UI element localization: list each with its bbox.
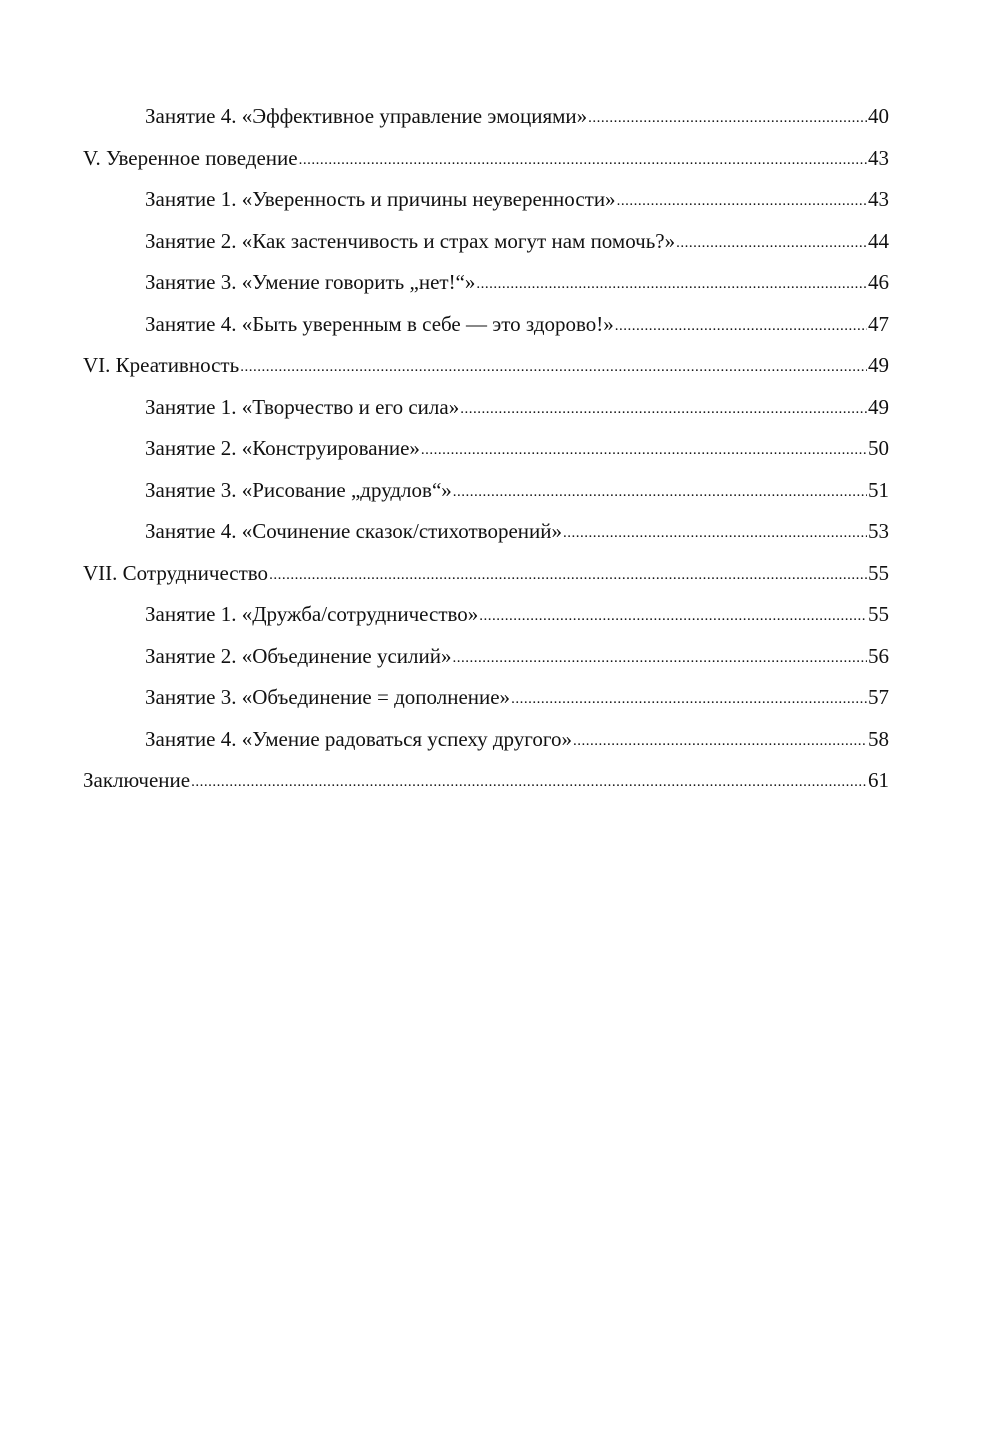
toc-dot-leader (453, 635, 868, 680)
toc-entry (83, 96, 889, 138)
toc-entry-title: Занятие 2. «Объединение усилий» (145, 643, 452, 668)
toc-entry-page: 49 (868, 394, 889, 419)
toc-entry-page: 58 (868, 726, 889, 751)
toc-entry (83, 262, 889, 304)
toc-entry-title: Занятие 4. «Сочинение сказок/стихотворений» (145, 519, 562, 543)
toc-entry-title: Занятие 4. «Быть уверенным в себе — это здорово!» (145, 311, 614, 336)
toc-entry (83, 677, 889, 719)
toc-dot-leader (563, 510, 867, 555)
toc-entry-page: 53 (868, 519, 889, 543)
toc-dot-leader (421, 427, 867, 472)
toc-entry-title: Занятие 2. «Как застенчивость и страх могут нам помочь?» (145, 228, 676, 253)
toc-dot-leader (240, 344, 867, 389)
toc-entry (83, 470, 889, 512)
toc-dot-leader (453, 469, 867, 514)
toc-entry (83, 594, 889, 636)
toc-entry-page: 43 (868, 187, 889, 211)
toc-dot-leader (588, 95, 867, 140)
toc-dot-leader (299, 137, 867, 182)
toc-entry-title: Занятие 3. «Рисование „друдлов“» (145, 477, 452, 502)
toc-dot-leader (191, 759, 867, 804)
toc-entry (83, 511, 889, 553)
toc-entry-title: Занятие 1. «Уверенность и причины неуверенности» (145, 187, 616, 211)
toc-dot-leader (460, 386, 867, 431)
toc-entry-page: 55 (868, 602, 889, 626)
toc-entry (83, 345, 889, 387)
toc-entry (83, 760, 889, 802)
toc-entry-page: 57 (868, 685, 889, 709)
toc-entry (83, 719, 889, 761)
toc-entry (83, 221, 889, 263)
toc-entry-title: Занятие 4. «Умение радоваться успеху другого» (145, 726, 572, 751)
toc-entry (83, 138, 889, 180)
toc-entry-page: 43 (868, 145, 889, 170)
toc-dot-leader (511, 676, 867, 721)
toc-entry-page: 55 (868, 560, 889, 585)
toc-dot-leader (476, 261, 867, 306)
toc-entry (83, 636, 889, 678)
toc-entry (83, 304, 889, 346)
toc-dot-leader (615, 303, 867, 348)
toc-dot-leader (479, 593, 867, 638)
toc-entry-title: V. Уверенное поведение (83, 145, 298, 170)
toc-entry-page: 56 (868, 643, 889, 668)
toc-entry (83, 428, 889, 470)
toc-entry-title: Занятие 3. «Умение говорить „нет!“» (145, 270, 476, 294)
toc-dot-leader (676, 220, 867, 265)
toc-entry-page: 49 (868, 353, 889, 377)
table-of-contents (83, 96, 889, 802)
toc-entry-page: 50 (868, 436, 889, 460)
toc-dot-leader (573, 718, 867, 763)
toc-entry-title: Занятие 1. «Творчество и его сила» (145, 394, 460, 419)
toc-entry-title: Занятие 2. «Конструирование» (145, 436, 420, 460)
toc-entry-title: Занятие 1. «Дружба/сотрудничество» (145, 602, 479, 626)
toc-dot-leader (617, 178, 867, 223)
toc-entry-page: 51 (868, 477, 889, 502)
toc-entry-page: 44 (868, 228, 889, 253)
toc-entry-title: Занятие 3. «Объединение = дополнение» (145, 685, 511, 709)
toc-dot-leader (269, 552, 867, 597)
toc-entry-page: 46 (868, 270, 889, 294)
toc-entry-title: VII. Сотрудничество (83, 560, 269, 585)
toc-entry-page: 47 (868, 311, 889, 336)
toc-entry (83, 179, 889, 221)
toc-entry-title: VI. Креативность (83, 353, 240, 377)
toc-entry-title: Заключение (83, 768, 191, 792)
toc-entry-title: Занятие 4. «Эффективное управление эмоциями» (145, 104, 588, 128)
toc-entry-page: 40 (868, 104, 889, 128)
toc-entry (83, 553, 889, 595)
toc-entry (83, 387, 889, 429)
toc-entry-page: 61 (868, 768, 889, 792)
